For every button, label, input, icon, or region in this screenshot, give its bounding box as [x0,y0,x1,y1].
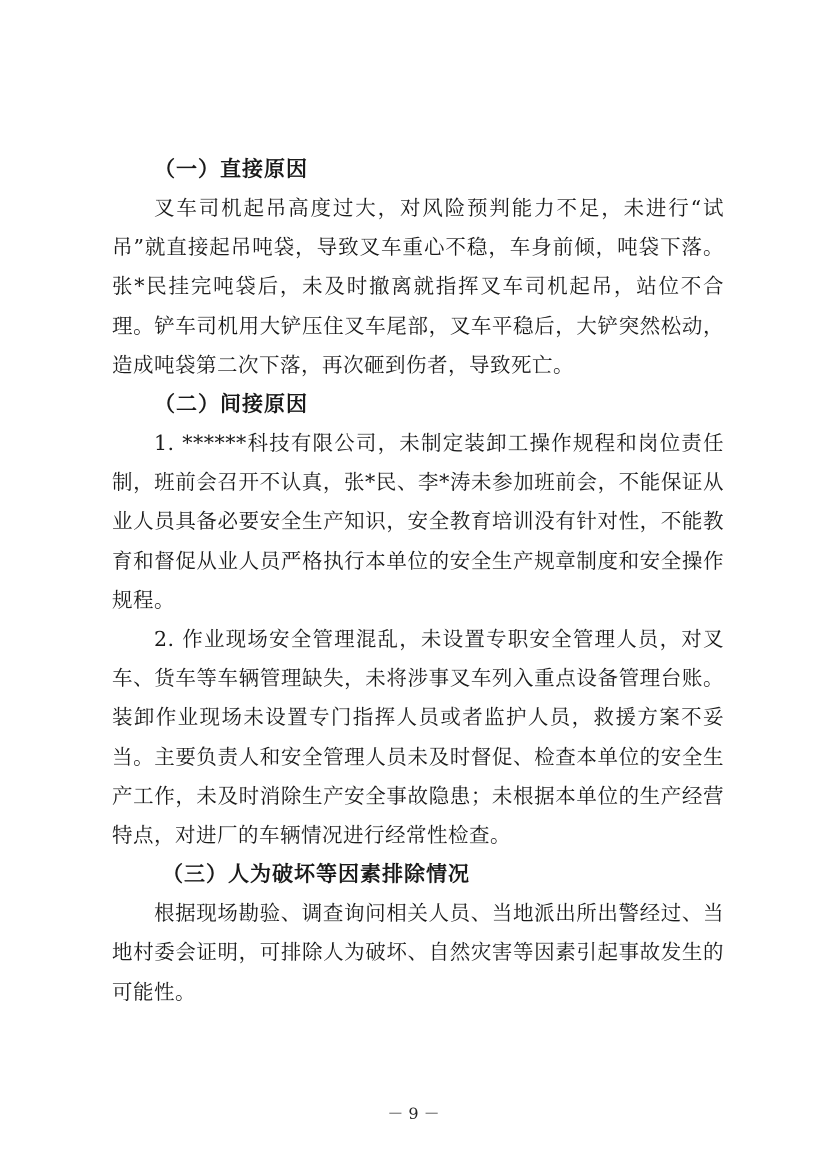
document-body [112,150,724,1012]
section-heading-sabotage-exclusion: （三）人为破坏等因素排除情况 [162,862,470,887]
page-number: － 9 － [387,1104,440,1123]
paragraph-indirect-cause-2: 2. 作业现场安全管理混乱，未设置专职安全管理人员，对叉车、货车等车辆管理缺失，未将涉事叉车列入重点设备管理台账。装卸作业现场未设置专门指挥人员或者监护人员，救援方案不妥当。主要负责人和安全管理人员未及时督促、检查本单位的安全生产工作，未及时消除生产安全事故隐患；未根据本单位的生产经营特点，对进厂的车辆情况进行经常性检查。 [112,627,724,848]
section-heading-direct-cause: （一）直接原因 [154,157,308,181]
paragraph-direct-cause: 叉车司机起吊高度过大，对风险预判能力不足，未进行“试吊”就直接起吊吨袋，导致叉车重心不稳，车身前倾，吨袋下落。张*民挂完吨袋后，未及时撤离就指挥叉车司机起吊，站位不合理。铲车司机用大铲压住叉车尾部，叉车平稳后，大铲突然松动，造成吨袋第二次下落，再次砸到伤者，导致死亡。 [112,196,724,377]
paragraph-sabotage-exclusion: 根据现场勘验、调查询问相关人员、当地派出所出警经过、当地村委会证明，可排除人为破坏、自然灾害等因素引起事故发生的可能性。 [112,901,724,1004]
paragraph-indirect-cause-1: 1. ******科技有限公司，未制定装卸工操作规程和岗位责任制，班前会召开不认真，张*民、李*涛未参加班前会，不能保证从业人员具备必要安全生产知识，安全教育培训没有针对性，不能教育和督促从业人员严格执行本单位的安全生产规章制度和安全操作规程。 [112,431,724,612]
section-heading-indirect-cause: （二）间接原因 [154,392,308,417]
